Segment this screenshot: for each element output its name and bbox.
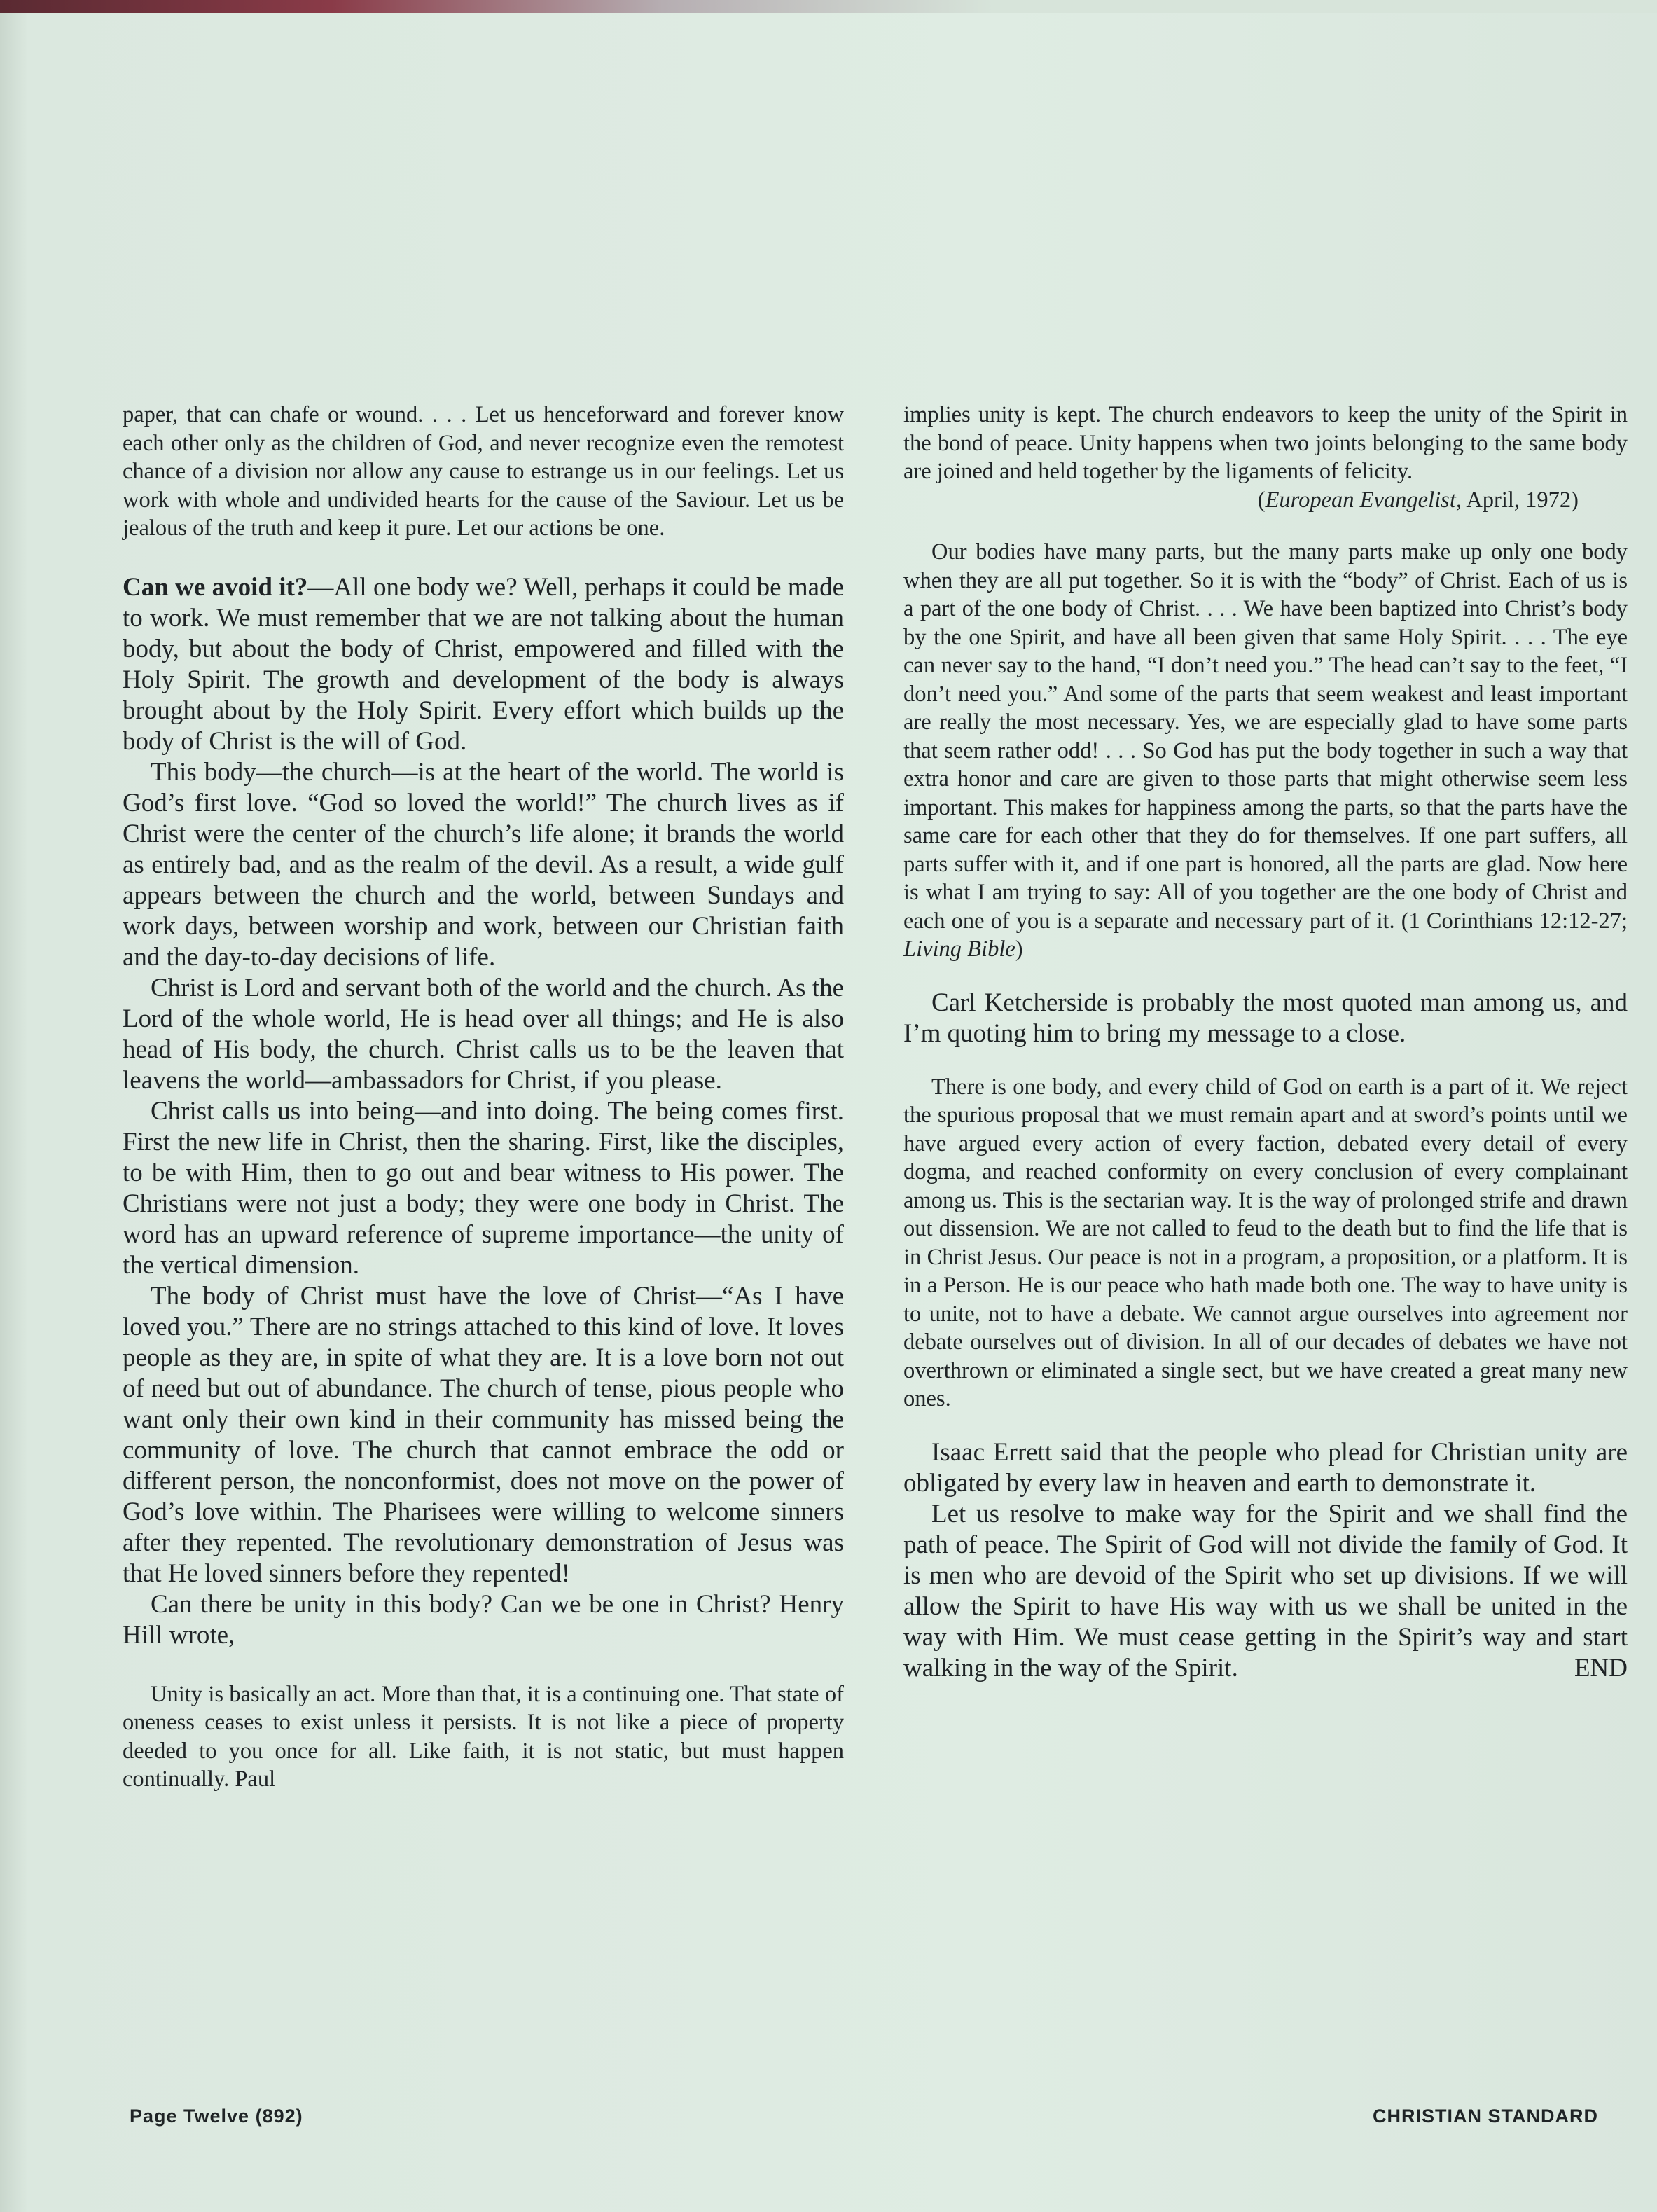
section-heading: Can we avoid it?	[123, 572, 308, 602]
quote-paragraph: There is one body, and every child of God on earth is a part of it. We reject the spurious proposal that we must remain apart and at sword’s points until we have argued every action of every faction, debated every detail of every dogma, and reached conformity on every conclusion of every complainant among us. This is the sectarian way. It is the way of prolonged strife and drawn out dissension. We are not called to feud to the death but to find the life that is in Christ Jesus. Our peace is not in a program, a proposition, or a platform. It is in a Person. He is our peace who hath made both one. The way to have unity is to unite, not to have a debate. We cannot argue ourselves into agreement nor debate ourselves out of division. In all of our decades of debates we have not overthrown or eliminated a single sect, but we have created a great many new ones.	[903, 1074, 1628, 1411]
body-paragraph: Christ calls us into being—and into doing. The being comes first. First the new life in Christ, then the sharing. First, like the disciples, to be with Him, then to go out and bear witness to His power. The Christians were not just a body; they were one body in Christ. The word has an upward reference of supreme importance—the unity of the vertical dimension.	[123, 1096, 844, 1280]
body-paragraph: Isaac Errett said that the people who plead for Christian unity are obligated by every law in heaven and earth to demonstrate it.	[903, 1437, 1628, 1498]
body-paragraph: The body of Christ must have the love of Christ—“As I have loved you.” There are no strings attached to this kind of love. It loves people as they are, in spite of what they are. It is a love born not out of need but out of abundance. The church of tense, pious people who want only their own kind in their community has missed being the community of love. The church that cannot embrace the odd or different person, the nonconformist, does not move on the power of God’s love within. The Pharisees were willing to welcome sinners after they repented. The revolutionary demonstration of Jesus was that He loved sinners before they repented!	[123, 1281, 844, 1588]
end-mark: END	[1574, 1653, 1628, 1682]
body-paragraph: This body—the church—is at the heart of the world. The world is God’s first love. “God so loved the world!” The church lives as if Christ were the center of the church’s life alone; it brands the world as entirely bad, and as the realm of the devil. As a result, a wide gulf appears between the church and the world, between Sundays and work days, between worship and work, between our Christian faith and the day-to-day decisions of life.	[123, 757, 844, 972]
body-paragraph: Can there be unity in this body? Can we be one in Christ? Henry Hill wrote,	[123, 1589, 844, 1650]
body-text: —All one body we? Well, perhaps it could be made to work. We must remember that we are not talking about the human body, but about the body of Christ, empowered and filled with the Holy Spirit. The growth and development of the body is always brought about by the Holy Spirit. Every effort which builds up the body of Christ is the will of God.	[123, 572, 844, 756]
publication-name-footer: CHRISTIAN STANDARD	[1373, 2106, 1598, 2127]
quote-paragraph: Unity is basically an act. More than that, it is a continuing one. That state of oneness ceases to exist unless it persists. It is not like a piece of property deeded to you once for all. Like faith, it is not static, but must happen continually. Paul	[123, 1681, 844, 1792]
page-top-edge	[0, 0, 1657, 13]
right-column	[903, 401, 1628, 1684]
quote-citation: (European Evangelist, April, 1972)	[1257, 487, 1579, 513]
body-paragraph: Let us resolve to make way for the Spirit and we shall find the path of peace. The Spirit of God will not divide the family of God. It is men who are devoid of the Spirit who set up divisions. If we will allow the Spirit to have His way with us we shall be united in the way with Him. We must cease getting in the Spirit’s way and start walking in the way of the Spirit. END	[903, 1499, 1628, 1682]
body-paragraph: Christ is Lord and servant both of the world and the church. As the Lord of the whole world, He is head over all things; and He is also head of His body, the church. Christ calls us to be the leaven that leavens the world—ambassadors for Christ, if you please.	[123, 973, 844, 1095]
body-paragraph	[123, 572, 844, 757]
quote-paragraph: Our bodies have many parts, but the many parts make up only one body when they are all put together. So it is with the “body” of Christ. Each of us is a part of the one body of Christ. . . . We have been baptized into Christ’s body by the one Spirit, and have all been given that same Holy Spirit. . . . The eye can never say to the hand, “I don’t need you.” The head can’t say to the feet, “I don’t need you.” And some of the parts that seem weakest and least important are really the most necessary. Yes, we are especially glad to have some parts that seem rather odd! . . . So God has put the body together in such a way that extra honor and care are given to those parts that might otherwise seem less important. This makes for happiness among the parts, so that the parts have the same care for each other that they do for themselves. If one part suffers, all parts suffer with it, and if one part is honored, all the parts are glad. Now here is what I am trying to say: All of you together are the one body of Christ and each one of you is a separate and necessary part of it. (1 Corinthians 12:12-27; Living Bible)	[903, 539, 1628, 962]
quote-paragraph: paper, that can chafe or wound. . . . Let us henceforward and forever know each other only as the children of God, and never recognize even the remotest chance of a division nor allow any cause to estrange us in our feelings. Let us work with whole and undivided hearts for the cause of the Saviour. Let us be jealous of the truth and keep it pure. Let our actions be one.	[123, 402, 844, 541]
body-paragraph: Carl Ketcherside is probably the most quoted man among us, and I’m quoting him to bring my message to a close.	[903, 988, 1628, 1048]
quote-paragraph: implies unity is kept. The church endeavors to keep the unity of the Spirit in the bond of peace. Unity happens when two joints belonging to the same body are joined and held together by the ligaments of felicity.	[903, 402, 1628, 484]
page-number-footer: Page Twelve (892)	[130, 2106, 303, 2127]
left-column	[123, 401, 844, 1794]
